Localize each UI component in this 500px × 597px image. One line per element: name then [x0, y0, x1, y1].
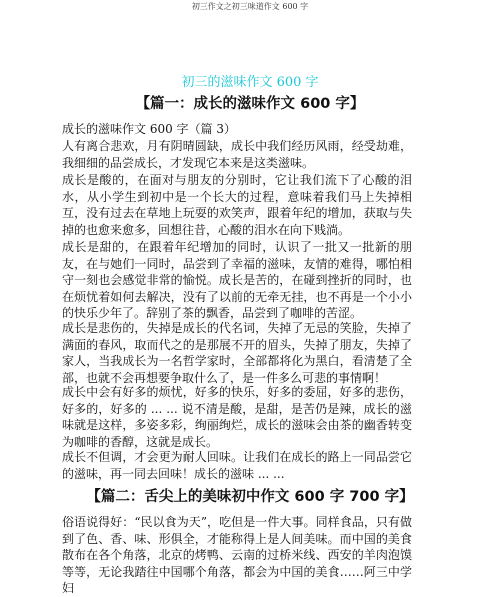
paragraph-2: 成长是酸的，在面对与朋友的分别时，它让我们流下了心酸的泪水，从小学生到初中是一个长大的过程，意味着我们马上失掉相互，没有过去在草地上玩耍的欢笑声，跟着年纪的增加，获取与失掉的也愈来愈多，回想往昔，心酸的泪水在向下贱淌。 [62, 173, 412, 237]
section-heading-1: 【篇一：成长的滋味作文 600 字】 [135, 96, 365, 112]
document-title: 初三的滋味作文 600 字 [181, 75, 319, 90]
paragraph-3: 成长是甜的，在跟着年纪增加的同时，认识了一批又一批新的朋友，在与她们一同时，品尝到了幸福的滋味，友情的难得，哪怕相守一刻也会感觉非常的愉悦。成长是苦的，在碰到挫折的同时，也在烦忧着如何去解决，没有了以前的无牵无挂，也不再是一个小小的快乐少年了。辞别了茶的飘香，品尝到了咖啡的苦涩。 [62, 240, 412, 321]
paragraph-4: 成长是悲伤的，失掉是成长的代名词，失掉了无忌的笑脸，失掉了满面的春风，取而代之的是那展不开的眉头，失掉了朋友，失掉了家人，当我成长为一名哲学家时，全部都将化为黑白，看清楚了全部，也就不会再想要争取什么了，是一件多么可悲的事情啊！ [62, 321, 412, 385]
section-heading-2: 【篇二：舌尖上的美味初中作文 600 字 700 字】 [86, 489, 414, 505]
running-header: 初三作文之初三味道作文 600 字 [191, 2, 309, 11]
paragraph-section2: 俗语说得好：“民以食为天”，吃但是一件大事。同样食品，只有做到了色、香、味、形俱全，才能称得上是人间美味。而中国的美食散布在各个角落，北京的烤鸭、云南的过桥米线、西安的羊肉泡馍等等，无论我踏往中国哪个角落，都会为中国的美食……阿三中学妇 [62, 515, 412, 596]
paragraph-1: 人有离合悲欢，月有阴晴圆缺，成长中我们经历风雨，经受劫难，我细细的品尝成长，才发现它本来是这类滋味。 [62, 139, 412, 170]
paragraph-5: 成长中会有好多的烦忧，好多的快乐，好多的委屈，好多的悲伤，好多的，好多的 ... ... 说不清是酸，是甜，是苦仍是辣，成长的滋味就是这样，多姿多彩，绚丽绚烂，成长的滋味会由茶的幽香转变为咖啡的香醇，这就是成长。 [62, 385, 412, 449]
essay-subtitle: 成长的滋味作文 600 字（篇 3） [62, 122, 236, 136]
paragraph-6: 成长不但调，才会更为耐人回味。让我们在成长的路上一同品尝它的滋味，再一同去回味！成长的滋味 ... ... [62, 450, 412, 481]
